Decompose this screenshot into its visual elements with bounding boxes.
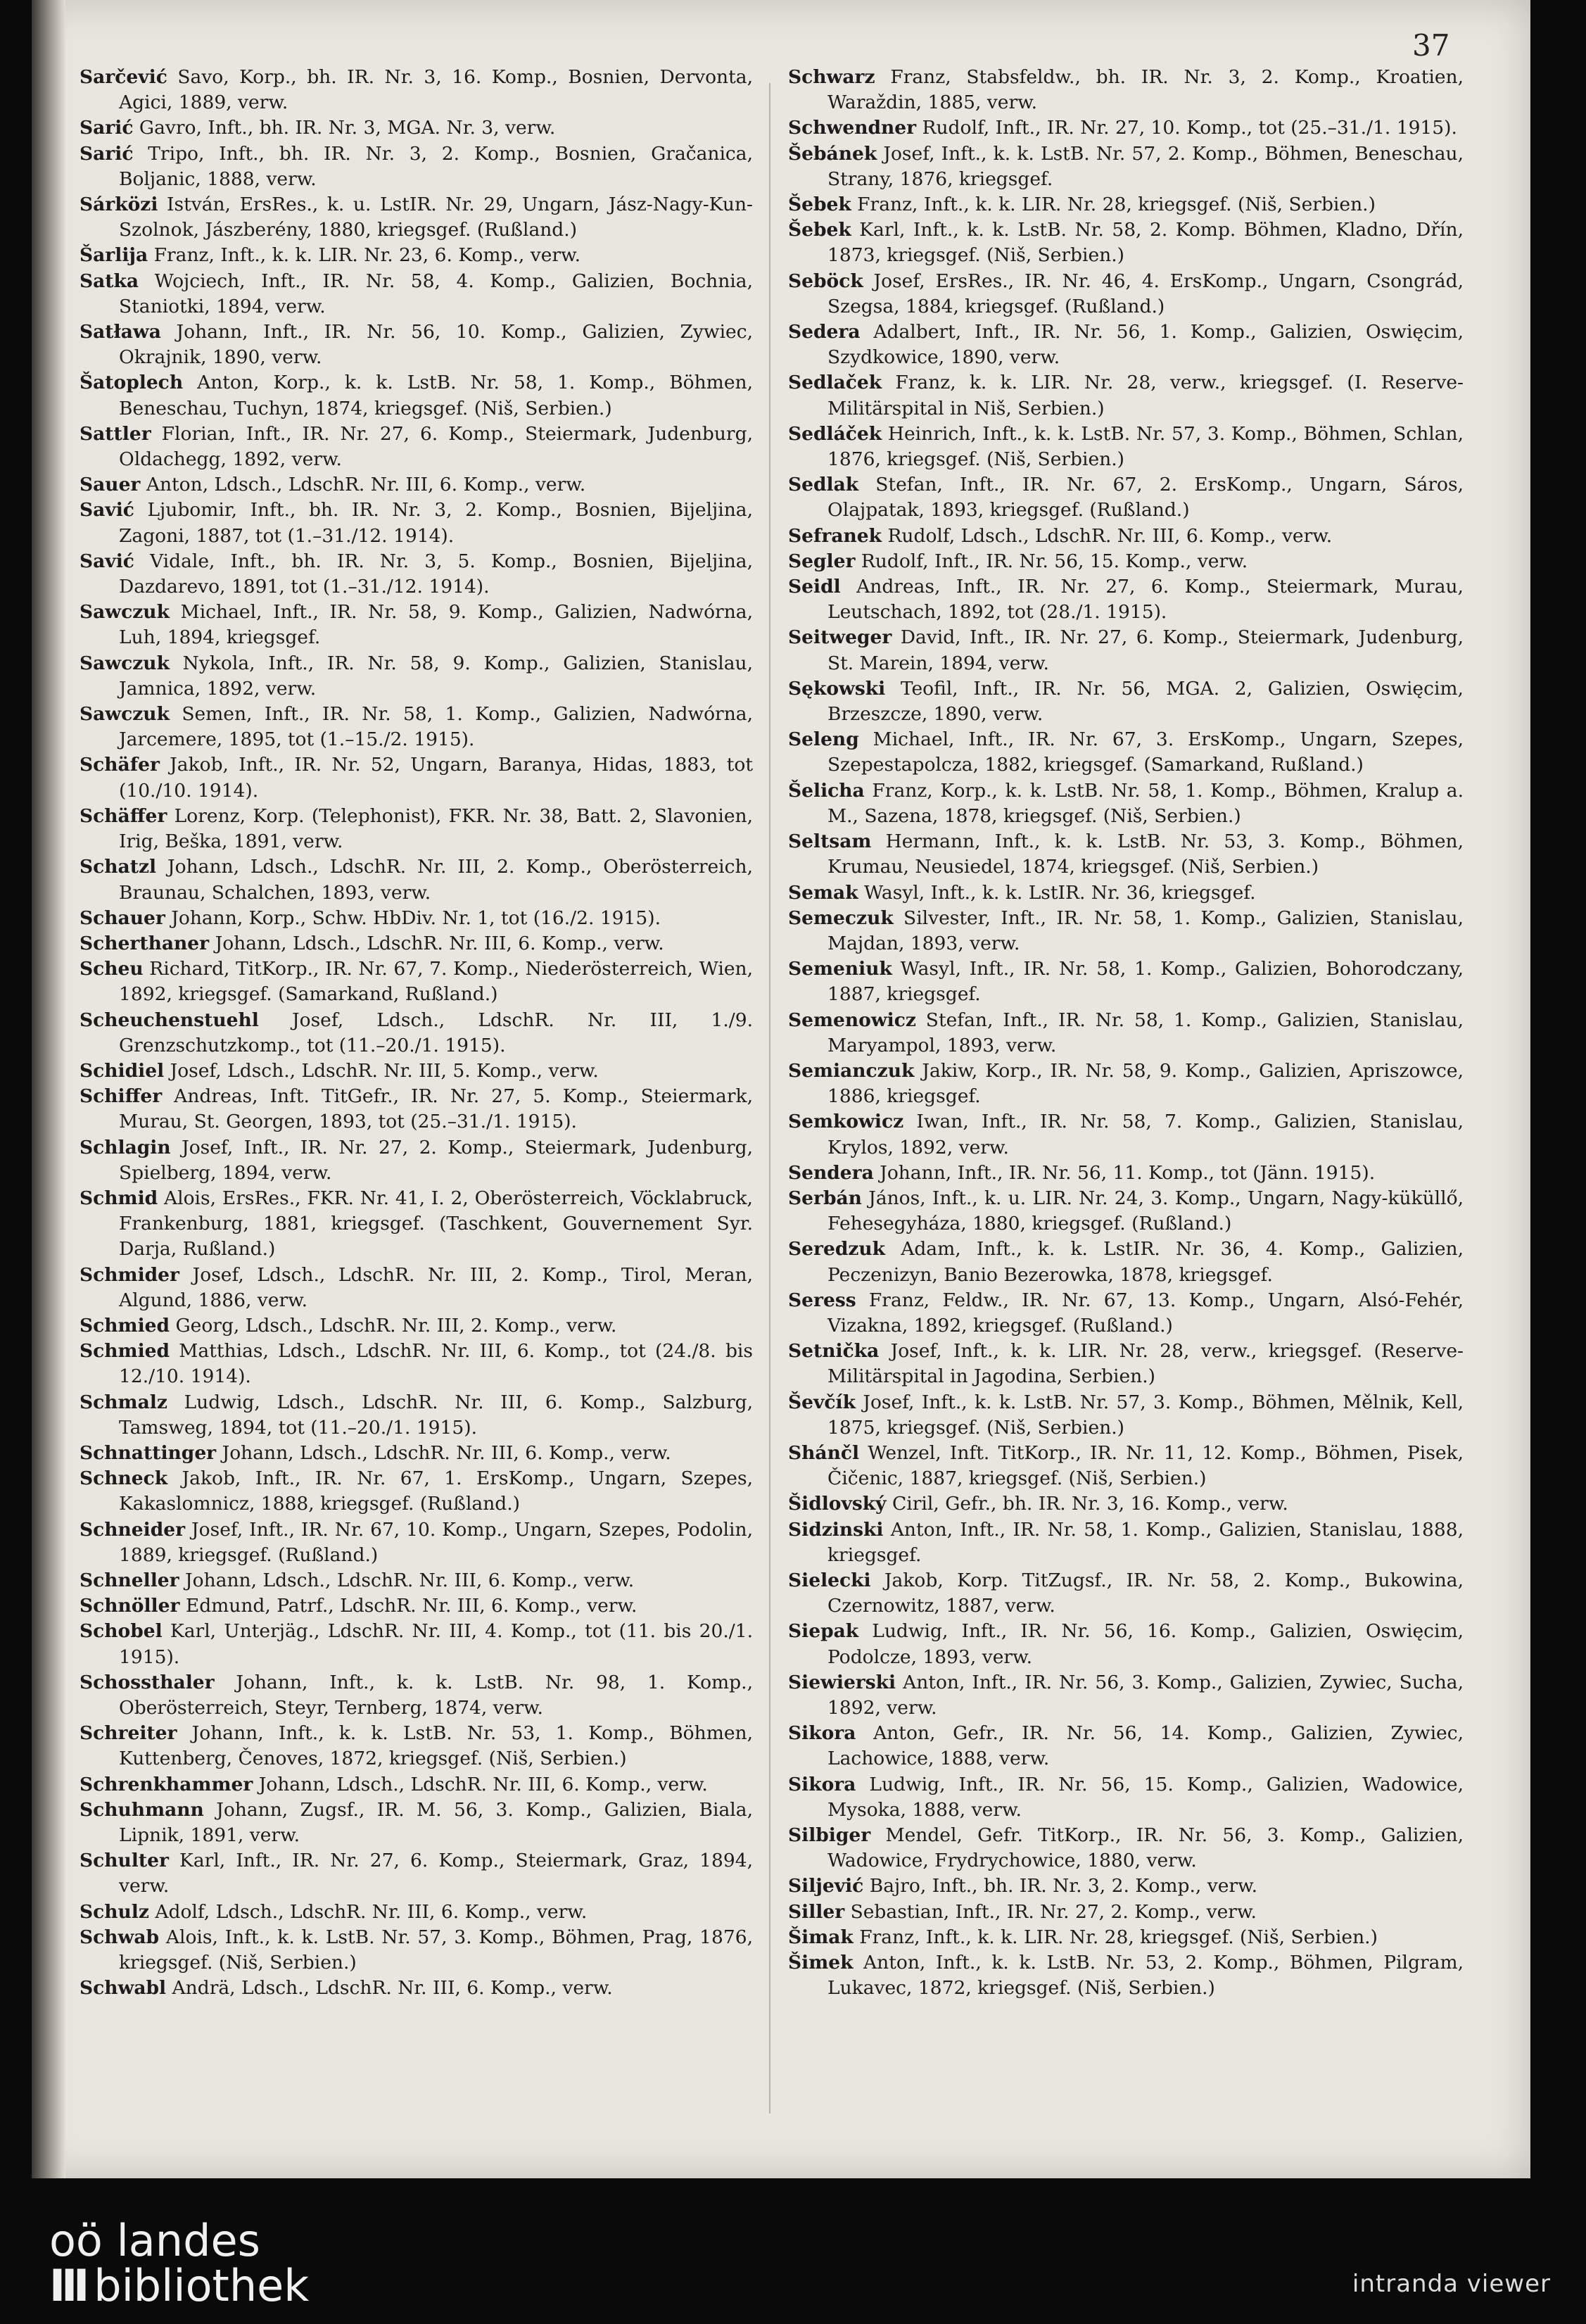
entry-details: Wenzel, Inft. TitKorp., IR. Nr. 11, 12. Komp., Böhmen, Pisek, Čičenic, 1887, kriegsgef. (Niš, Serbien.) bbox=[827, 1441, 1464, 1490]
entry-surname: Schnattinger bbox=[80, 1441, 217, 1464]
entry-surname: Semkowicz bbox=[788, 1111, 904, 1133]
entry-surname: Schwab bbox=[80, 1926, 160, 1948]
register-entry bbox=[80, 1263, 753, 1313]
entry-details: Edmund, Patrf., LdschR. Nr. III, 6. Komp., verw. bbox=[179, 1595, 637, 1617]
register-entry bbox=[80, 192, 753, 243]
register-entry bbox=[788, 192, 1464, 217]
entry-surname: Sikora bbox=[788, 1773, 856, 1795]
register-entry bbox=[788, 1568, 1464, 1619]
entry-surname: Sarić bbox=[80, 142, 134, 165]
entry-details: Josef, Inft., k. k. LIR. Nr. 28, verw., kriegsgef. (Reserve-Militärspital in Jagodina, Serbien.) bbox=[827, 1340, 1464, 1388]
entry-surname: Savić bbox=[80, 499, 134, 522]
entry-surname: Semak bbox=[788, 881, 858, 904]
register-entry bbox=[788, 956, 1464, 1007]
entry-details: Anton, Inft., IR. Nr. 56, 3. Komp., Galizien, Zywiec, Sucha, 1892, verw. bbox=[827, 1671, 1464, 1719]
register-entry bbox=[788, 1161, 1464, 1186]
entry-surname: Schulz bbox=[80, 1900, 149, 1923]
entry-details: Anton, Korp., k. k. LstB. Nr. 58, 1. Komp., Böhmen, Beneschau, Tuchyn, 1874, kriegsgef. (Niš, Serbien.) bbox=[119, 372, 753, 419]
entry-details: Adalbert, Inft., IR. Nr. 56, 1. Komp., Galizien, Oswięcim, Szydkowice, 1890, verw. bbox=[827, 321, 1464, 369]
register-entry bbox=[80, 269, 753, 320]
register-entry bbox=[80, 1466, 753, 1517]
entry-surname: Schmied bbox=[80, 1340, 170, 1363]
entry-details: David, Inft., IR. Nr. 27, 6. Komp., Steiermark, Judenburg, St. Marein, 1894, verw. bbox=[827, 626, 1464, 674]
entry-details: Matthias, Ldsch., LdschR. Nr. III, 6. Komp., tot (24./8. bis 12./10. 1914). bbox=[119, 1340, 753, 1388]
entry-surname: Schwarz bbox=[788, 66, 875, 88]
entry-surname: Šimek bbox=[788, 1952, 854, 1974]
page-number: 37 bbox=[1412, 28, 1450, 63]
register-entry bbox=[80, 115, 753, 141]
entry-surname: Schidiel bbox=[80, 1059, 165, 1082]
entry-details: Johann, Korp., Schw. HbDiv. Nr. 1, tot (16./2. 1915). bbox=[165, 907, 661, 929]
entry-details: Jakob, Korp. TitZugsf., IR. Nr. 58, 2. Komp., Bukowina, Czernowitz, 1887, verw. bbox=[827, 1569, 1464, 1617]
register-entry bbox=[788, 472, 1464, 523]
entry-surname: Satka bbox=[80, 270, 139, 292]
entry-surname: Sielecki bbox=[788, 1569, 871, 1591]
register-entry bbox=[80, 906, 753, 931]
entry-details: Michael, Inft., IR. Nr. 58, 9. Komp., Galizien, Nadwórna, Luh, 1894, kriegsgef. bbox=[119, 601, 753, 649]
entry-surname: Siewierski bbox=[788, 1671, 896, 1693]
entry-details: Vidale, Inft., bh. IR. Nr. 3, 5. Komp., Bosnien, Bijeljina, Dazdarevo, 1891, tot (1.–31./12. 1914). bbox=[119, 550, 753, 598]
entry-surname: Serbán bbox=[788, 1187, 862, 1209]
logo-text-line2: bibliothek bbox=[94, 2260, 310, 2311]
register-entry bbox=[788, 1670, 1464, 1721]
entry-surname: Schobel bbox=[80, 1620, 163, 1643]
entry-details: Silvester, Inft., IR. Nr. 58, 1. Komp., Galizien, Stanislau, Majdan, 1893, verw. bbox=[827, 907, 1464, 954]
entry-surname: Sedláček bbox=[788, 422, 882, 445]
register-entry bbox=[788, 1491, 1464, 1517]
entry-surname: Semeniuk bbox=[788, 958, 892, 980]
entry-surname: Schmalz bbox=[80, 1391, 167, 1413]
entry-details: Sebastian, Inft., IR. Nr. 27, 2. Komp., verw. bbox=[844, 1900, 1257, 1923]
register-entry bbox=[80, 1441, 753, 1466]
register-entry bbox=[80, 1390, 753, 1441]
entry-details: Andreas, Inft., IR. Nr. 27, 6. Komp., Steiermark, Murau, Leutschach, 1892, tot (28./1. 1915). bbox=[827, 576, 1464, 624]
register-entry bbox=[80, 1059, 753, 1084]
scanned-page bbox=[32, 0, 1530, 2178]
register-entry bbox=[788, 1900, 1464, 1925]
viewer-brand[interactable]: intranda viewer bbox=[1352, 2270, 1551, 2298]
register-entry bbox=[80, 422, 753, 472]
register-entry bbox=[80, 1848, 753, 1899]
entry-details: Wojciech, Inft., IR. Nr. 58, 4. Komp., Galizien, Bochnia, Staniotki, 1894, verw. bbox=[119, 270, 753, 317]
register-entry bbox=[80, 1339, 753, 1389]
entry-surname: Semeczuk bbox=[788, 907, 894, 929]
entry-details: Rudolf, Inft., IR. Nr. 27, 10. Komp., tot (25.–31./1. 1915). bbox=[916, 117, 1457, 139]
entry-details: Bajro, Inft., bh. IR. Nr. 3, 2. Komp., verw. bbox=[863, 1875, 1258, 1897]
register-entry bbox=[80, 320, 753, 370]
column-divider bbox=[769, 83, 770, 2114]
register-entry bbox=[80, 956, 753, 1007]
register-entry bbox=[80, 1186, 753, 1263]
entry-surname: Sawczuk bbox=[80, 703, 170, 726]
entry-surname: Sawczuk bbox=[80, 652, 170, 674]
register-entry bbox=[80, 702, 753, 752]
entry-details: Josef, Inft., IR. Nr. 67, 10. Komp., Ungarn, Szepes, Podolin, 1889, kriegsgef. (Rußland.) bbox=[119, 1518, 753, 1566]
register-entry bbox=[788, 549, 1464, 574]
register-entry bbox=[788, 141, 1464, 192]
entry-surname: Šebánek bbox=[788, 142, 877, 165]
register-entry bbox=[80, 1135, 753, 1186]
entry-details: Johann, Ldsch., LdschR. Nr. III, 6. Komp., verw. bbox=[179, 1569, 635, 1591]
register-entry bbox=[788, 1950, 1464, 2001]
register-entry bbox=[788, 1339, 1464, 1389]
entry-surname: Sedera bbox=[788, 321, 861, 343]
entry-details: Nykola, Inft., IR. Nr. 58, 9. Komp., Galizien, Stanislau, Jamnica, 1892, verw. bbox=[119, 652, 753, 700]
entry-details: Franz, Korp., k. k. LstB. Nr. 58, 1. Komp., Böhmen, Kralup a. M., Sazena, 1878, kriegsgef. (Niš, Serbien.) bbox=[827, 779, 1464, 827]
entry-details: Johann, Ldsch., LdschR. Nr. III, 6. Komp., verw. bbox=[209, 932, 664, 954]
entry-details: Alois, ErsRes., FKR. Nr. 41, I. 2, Oberösterreich, Vöcklabruck, Frankenburg, 1881, kriegsgef. (Taschkent, Gouvernement Syr. Darja, Rußland.) bbox=[119, 1187, 753, 1261]
register-entry bbox=[80, 1008, 753, 1059]
register-entry bbox=[80, 370, 753, 421]
entry-details: Ludwig, Inft., IR. Nr. 56, 16. Komp., Galizien, Oswięcim, Podolcze, 1893, verw. bbox=[827, 1620, 1464, 1668]
register-entry bbox=[788, 524, 1464, 549]
register-entry bbox=[80, 1619, 753, 1669]
entry-details: Savo, Korp., bh. IR. Nr. 3, 16. Komp., Bosnien, Dervonta, Agici, 1889, verw. bbox=[119, 66, 753, 114]
entry-details: Josef, Inft., IR. Nr. 27, 2. Komp., Steiermark, Judenburg, Spielberg, 1894, verw. bbox=[119, 1136, 753, 1184]
entry-surname: Silbiger bbox=[788, 1824, 871, 1847]
entry-details: Florian, Inft., IR. Nr. 27, 6. Komp., Steiermark, Judenburg, Oldachegg, 1892, verw. bbox=[119, 422, 753, 471]
entry-details: Richard, TitKorp., IR. Nr. 67, 7. Komp., Niederösterreich, Wien, 1892, kriegsgef. (Samarkand, Rußland.) bbox=[119, 958, 753, 1006]
entry-surname: Sarčević bbox=[80, 66, 167, 88]
entry-surname: Schwabl bbox=[80, 1977, 167, 2000]
register-entry bbox=[788, 574, 1464, 625]
entry-surname: Seidl bbox=[788, 576, 841, 598]
register-entry bbox=[80, 931, 753, 956]
entry-surname: Schlagin bbox=[80, 1136, 171, 1158]
entry-surname: Savić bbox=[80, 550, 134, 572]
register-entry bbox=[80, 1593, 753, 1619]
entry-surname: Schäffer bbox=[80, 804, 167, 827]
entry-details: Rudolf, Ldsch., LdschR. Nr. III, 6. Komp., verw. bbox=[882, 524, 1333, 547]
register-entry bbox=[80, 1670, 753, 1721]
entry-surname: Seitweger bbox=[788, 626, 892, 649]
register-entry bbox=[80, 1084, 753, 1135]
entry-details: Josef, Inft., k. k. LstB. Nr. 57, 3. Komp., Böhmen, Mělnik, Kell, 1875, kriegsgef. (Niš, Serbien.) bbox=[827, 1391, 1464, 1439]
entry-details: Franz, Feldw., IR. Nr. 67, 13. Komp., Ungarn, Alsó-Fehér, Vizakna, 1892, kriegsgef. (Rußland.) bbox=[827, 1289, 1464, 1337]
entry-details: János, Inft., k. u. LIR. Nr. 24, 3. Komp., Ungarn, Nagy-küküllő, Fehesegyháza, 1880, kriegsgef. (Rußland.) bbox=[827, 1187, 1464, 1235]
entry-surname: Schrenkhammer bbox=[80, 1773, 253, 1795]
register-entry bbox=[80, 752, 753, 803]
logo-bars-icon: III bbox=[49, 2260, 86, 2311]
entry-surname: Schneider bbox=[80, 1518, 186, 1541]
entry-details: Franz, Stabsfeldw., bh. IR. Nr. 3, 2. Komp., Kroatien, Waraždin, 1885, verw. bbox=[827, 66, 1464, 114]
register-entry bbox=[80, 1772, 753, 1798]
entry-details: Josef, Inft., k. k. LstB. Nr. 57, 2. Komp., Böhmen, Beneschau, Strany, 1876, kriegsgef. bbox=[827, 142, 1464, 190]
entry-surname: Sauer bbox=[80, 474, 141, 496]
entry-surname: Šimak bbox=[788, 1926, 854, 1948]
register-entry bbox=[788, 1237, 1464, 1287]
entry-details: Karl, Inft., IR. Nr. 27, 6. Komp., Steiermark, Graz, 1894, verw. bbox=[119, 1850, 753, 1897]
entry-surname: Shánčl bbox=[788, 1441, 860, 1464]
entry-surname: Seltsam bbox=[788, 831, 872, 853]
entry-details: Georg, Ldsch., LdschR. Nr. III, 2. Komp., verw. bbox=[170, 1314, 617, 1337]
entry-details: Gavro, Inft., bh. IR. Nr. 3, MGA. Nr. 3, verw. bbox=[133, 117, 556, 139]
entry-details: Karl, Unterjäg., LdschR. Nr. III, 4. Komp., tot (11. bis 20./1. 1915). bbox=[119, 1620, 753, 1668]
entry-surname: Satława bbox=[80, 321, 161, 343]
register-entry bbox=[788, 906, 1464, 956]
entry-details: Ciril, Gefr., bh. IR. Nr. 3, 16. Komp., verw. bbox=[886, 1493, 1288, 1515]
register-entry bbox=[788, 269, 1464, 320]
register-entry bbox=[80, 1517, 753, 1568]
entry-surname: Schnöller bbox=[80, 1595, 180, 1617]
entry-details: Johann, Inft., IR. Nr. 56, 10. Komp., Galizien, Zywiec, Okrajnik, 1890, verw. bbox=[119, 321, 753, 369]
library-logo[interactable] bbox=[49, 2215, 310, 2311]
entry-surname: Šelicha bbox=[788, 779, 865, 802]
entry-details: Anton, Inft., IR. Nr. 58, 1. Komp., Galizien, Stanislau, 1888, kriegsgef. bbox=[827, 1518, 1464, 1566]
entry-surname: Sawczuk bbox=[80, 601, 170, 624]
register-entry bbox=[788, 1390, 1464, 1441]
entry-surname: Semianczuk bbox=[788, 1059, 915, 1082]
entry-details: Jakob, Inft., IR. Nr. 52, Ungarn, Baranya, Hidas, 1883, tot (10./10. 1914). bbox=[119, 754, 753, 802]
entry-surname: Seleng bbox=[788, 728, 859, 751]
register-entry bbox=[788, 1874, 1464, 1899]
entry-details: Franz, Inft., k. k. LIR. Nr. 28, kriegsgef. (Niš, Serbien.) bbox=[851, 194, 1376, 216]
register-entry bbox=[80, 243, 753, 268]
register-entry bbox=[80, 549, 753, 600]
register-entry bbox=[788, 370, 1464, 421]
entry-details: Ljubomir, Inft., bh. IR. Nr. 3, 2. Komp., Bosnien, Bijeljina, Zagoni, 1887, tot (1.–31./12. 1914). bbox=[119, 499, 753, 547]
register-entry bbox=[788, 727, 1464, 778]
entry-surname: Seredzuk bbox=[788, 1238, 886, 1261]
entry-surname: Scheuchenstuehl bbox=[80, 1009, 259, 1031]
entry-details: Anton, Gefr., IR. Nr. 56, 14. Komp., Galizien, Zywiec, Lachowice, 1888, verw. bbox=[827, 1722, 1464, 1770]
register-entry bbox=[80, 854, 753, 905]
register-entry bbox=[788, 1288, 1464, 1339]
register-entry bbox=[80, 1798, 753, 1848]
entry-surname: Sefranek bbox=[788, 524, 882, 547]
left-column bbox=[80, 65, 753, 2001]
register-entry bbox=[788, 1925, 1464, 1950]
register-entry bbox=[788, 1619, 1464, 1669]
register-entry bbox=[80, 1568, 753, 1593]
register-entry bbox=[788, 1721, 1464, 1772]
entry-surname: Scherthaner bbox=[80, 932, 210, 954]
entry-details: Stefan, Inft., IR. Nr. 58, 1. Komp., Galizien, Stanislau, Maryampol, 1893, verw. bbox=[827, 1009, 1464, 1056]
entry-details: Wasyl, Inft., IR. Nr. 58, 1. Komp., Galizien, Bohorodczany, 1887, kriegsgef. bbox=[827, 958, 1464, 1006]
entry-details: Andrä, Ldsch., LdschR. Nr. III, 6. Komp., verw. bbox=[166, 1977, 613, 2000]
entry-details: Franz, Inft., k. k. LIR. Nr. 28, kriegsgef. (Niš, Serbien.) bbox=[853, 1926, 1378, 1948]
register-entry bbox=[788, 1059, 1464, 1109]
entry-details: Franz, Inft., k. k. LIR. Nr. 23, 6. Komp., verw. bbox=[148, 244, 581, 267]
entry-details: Heinrich, Inft., k. k. LstB. Nr. 57, 3. Komp., Böhmen, Schlan, 1876, kriegsgef. (Niš, Serbien.) bbox=[827, 422, 1464, 471]
entry-details: Johann, Ldsch., LdschR. Nr. III, 2. Komp., Oberösterreich, Braunau, Schalchen, 1893, verw. bbox=[119, 856, 753, 904]
entry-details: Johann, Ldsch., LdschR. Nr. III, 6. Komp., verw. bbox=[253, 1773, 708, 1795]
entry-surname: Seböck bbox=[788, 270, 863, 292]
entry-surname: Schuhmann bbox=[80, 1798, 204, 1821]
entry-details: Anton, Inft., k. k. LstB. Nr. 53, 2. Komp., Böhmen, Pilgram, Lukavec, 1872, kriegsgef. (Niš, Serbien.) bbox=[827, 1952, 1464, 2000]
entry-surname: Sedlak bbox=[788, 474, 859, 496]
entry-details: Mendel, Gefr. TitKorp., IR. Nr. 56, 3. Komp., Galizien, Wadowice, Frydrychowice, 1880, verw. bbox=[827, 1824, 1464, 1872]
register-entry bbox=[788, 1772, 1464, 1823]
register-entry bbox=[788, 65, 1464, 115]
entry-surname: Schreiter bbox=[80, 1722, 177, 1745]
entry-surname: Sattler bbox=[80, 422, 151, 445]
entry-surname: Sękowski bbox=[788, 677, 886, 700]
entry-surname: Siller bbox=[788, 1900, 845, 1923]
entry-details: István, ErsRes., k. u. LstIR. Nr. 29, Ungarn, Jász-Nagy-Kun-Szolnok, Jászberény, 1880, kriegsgef. (Rußland.) bbox=[119, 194, 753, 241]
entry-surname: Sárközi bbox=[80, 194, 158, 216]
entry-details: Karl, Inft., k. k. LstB. Nr. 58, 2. Komp. Böhmen, Kladno, Dřín, 1873, kriegsgef. (Niš, Serbien.) bbox=[827, 219, 1464, 267]
entry-details: Josef, Ldsch., LdschR. Nr. III, 5. Komp., verw. bbox=[164, 1059, 599, 1082]
entry-details: Josef, Ldsch., LdschR. Nr. III, 1./9. Grenzschutzkomp., tot (11.–20./1. 1915). bbox=[119, 1009, 753, 1056]
entry-surname: Segler bbox=[788, 550, 856, 572]
entry-details: Hermann, Inft., k. k. LstB. Nr. 53, 3. Komp., Böhmen, Krumau, Neusiedel, 1874, kriegsgef. (Niš, Serbien.) bbox=[827, 831, 1464, 878]
entry-details: Johann, Inft., k. k. LstB. Nr. 98, 1. Komp., Oberösterreich, Steyr, Ternberg, 1874, verw. bbox=[119, 1671, 753, 1719]
entry-surname: Šebek bbox=[788, 194, 851, 216]
entry-surname: Sedlaček bbox=[788, 372, 882, 394]
register-entry bbox=[80, 1721, 753, 1772]
entry-details: Tripo, Inft., bh. IR. Nr. 3, 2. Komp., Bosnien, Gračanica, Boljanic, 1888, verw. bbox=[119, 142, 753, 190]
register-entry bbox=[80, 1900, 753, 1925]
entry-details: Johann, Inft., k. k. LstB. Nr. 53, 1. Komp., Böhmen, Kuttenberg, Čenoves, 1872, kriegsgef. (Niš, Serbien.) bbox=[119, 1722, 753, 1770]
register-entry bbox=[788, 1186, 1464, 1237]
register-entry bbox=[80, 472, 753, 498]
entry-details: Jakiw, Korp., IR. Nr. 58, 9. Komp., Galizien, Apriszowce, 1886, kriegsgef. bbox=[827, 1059, 1464, 1108]
entry-surname: Sendera bbox=[788, 1161, 874, 1184]
entry-details: Adolf, Ldsch., LdschR. Nr. III, 6. Komp., verw. bbox=[148, 1900, 588, 1923]
entry-surname: Šatoplech bbox=[80, 372, 184, 394]
entry-surname: Sikora bbox=[788, 1722, 856, 1745]
entry-surname: Schäfer bbox=[80, 754, 160, 776]
register-entry bbox=[80, 651, 753, 702]
entry-surname: Schossthaler bbox=[80, 1671, 215, 1693]
entry-surname: Šebek bbox=[788, 219, 851, 241]
entry-details: Josef, ErsRes., IR. Nr. 46, 4. ErsKomp., Ungarn, Csongrád, Szegsa, 1884, kriegsgef. (Rußland.) bbox=[827, 270, 1464, 317]
entry-surname: Schmider bbox=[80, 1263, 179, 1286]
register-entry bbox=[80, 141, 753, 192]
book-gutter bbox=[32, 0, 65, 2178]
entry-details: Alois, Inft., k. k. LstB. Nr. 57, 3. Komp., Böhmen, Prag, 1876, kriegsgef. (Niš, Serbien.) bbox=[119, 1926, 753, 1974]
register-entry bbox=[80, 1976, 753, 2001]
entry-surname: Schatzl bbox=[80, 856, 157, 878]
register-entry bbox=[788, 1823, 1464, 1874]
entry-surname: Schmied bbox=[80, 1314, 170, 1337]
entry-surname: Setnička bbox=[788, 1340, 880, 1363]
entry-surname: Schwendner bbox=[788, 117, 917, 139]
entry-surname: Šidlovský bbox=[788, 1493, 887, 1515]
entry-surname: Sidzinski bbox=[788, 1518, 884, 1541]
register-entry bbox=[788, 217, 1464, 268]
entry-details: Adam, Inft., k. k. LstIR. Nr. 36, 4. Komp., Galizien, Peczenizyn, Banio Bezerowka, 1878, kriegsgef. bbox=[827, 1238, 1464, 1286]
viewer-footer bbox=[0, 2217, 1586, 2324]
entry-details: Johann, Zugsf., IR. M. 56, 3. Komp., Galizien, Biala, Lipnik, 1891, verw. bbox=[119, 1798, 753, 1847]
right-column bbox=[788, 65, 1464, 2001]
entry-surname: Siepak bbox=[788, 1620, 859, 1643]
register-entry bbox=[788, 1517, 1464, 1568]
entry-details: Iwan, Inft., IR. Nr. 58, 7. Komp., Galizien, Stanislau, Krylos, 1892, verw. bbox=[827, 1111, 1464, 1158]
entry-details: Anton, Ldsch., LdschR. Nr. III, 6. Komp., verw. bbox=[140, 474, 586, 496]
entry-surname: Seress bbox=[788, 1289, 856, 1311]
register-entry bbox=[788, 1441, 1464, 1491]
entry-details: Teofil, Inft., IR. Nr. 56, MGA. 2, Galizien, Oswięcim, Brzeszcze, 1890, verw. bbox=[827, 677, 1464, 726]
entry-surname: Semenowicz bbox=[788, 1009, 916, 1031]
register-entry bbox=[788, 880, 1464, 906]
register-entry bbox=[80, 65, 753, 115]
entry-details: Lorenz, Korp. (Telephonist), FKR. Nr. 38, Batt. 2, Slavonien, Irig, Beška, 1891, verw. bbox=[119, 804, 753, 853]
entry-surname: Siljević bbox=[788, 1875, 864, 1897]
register-entry bbox=[80, 804, 753, 854]
register-entry bbox=[788, 778, 1464, 829]
entry-details: Wasyl, Inft., k. k. LstIR. Nr. 36, kriegsgef. bbox=[858, 881, 1256, 904]
register-entry bbox=[788, 422, 1464, 472]
entry-surname: Ševčík bbox=[788, 1391, 856, 1413]
register-entry bbox=[788, 1008, 1464, 1059]
entry-surname: Schneller bbox=[80, 1569, 179, 1591]
entry-details: Andreas, Inft. TitGefr., IR. Nr. 27, 5. Komp., Steiermark, Murau, St. Georgen, 1893, tot (25.–31./1. 1915). bbox=[119, 1085, 753, 1133]
entry-surname: Schneck bbox=[80, 1467, 168, 1490]
entry-details: Stefan, Inft., IR. Nr. 67, 2. ErsKomp., Ungarn, Sáros, Olajpatak, 1893, kriegsgef. (Rußland.) bbox=[827, 474, 1464, 522]
register-entry bbox=[80, 600, 753, 650]
entry-details: Semen, Inft., IR. Nr. 58, 1. Komp., Galizien, Nadwórna, Jarcemere, 1895, tot (1.–15./2. 1915). bbox=[119, 703, 753, 751]
entry-details: Josef, Ldsch., LdschR. Nr. III, 2. Komp., Tirol, Meran, Algund, 1886, verw. bbox=[119, 1263, 753, 1311]
entry-surname: Schmid bbox=[80, 1187, 158, 1209]
entry-details: Michael, Inft., IR. Nr. 67, 3. ErsKomp., Ungarn, Szepes, Szepestapolcza, 1882, kriegsgef. (Samarkand, Rußland.) bbox=[827, 728, 1464, 776]
entry-details: Johann, Ldsch., LdschR. Nr. III, 6. Komp., verw. bbox=[216, 1441, 671, 1464]
register-entry bbox=[788, 1109, 1464, 1160]
register-entry bbox=[80, 1313, 753, 1339]
entry-details: Ludwig, Ldsch., LdschR. Nr. III, 6. Komp., Salzburg, Tamsweg, 1894, tot (11.–20./1. 1915). bbox=[119, 1391, 753, 1439]
entry-details: Johann, Inft., IR. Nr. 56, 11. Komp., tot (Jänn. 1915). bbox=[873, 1161, 1376, 1184]
register-entry bbox=[788, 115, 1464, 141]
entry-details: Rudolf, Inft., IR. Nr. 56, 15. Komp., verw. bbox=[855, 550, 1248, 572]
register-entry bbox=[80, 498, 753, 548]
logo-text-line1: oö landes bbox=[49, 2215, 260, 2266]
register-entry bbox=[788, 676, 1464, 727]
register-entry bbox=[788, 625, 1464, 676]
entry-surname: Schiffer bbox=[80, 1085, 163, 1108]
entry-surname: Scheu bbox=[80, 958, 144, 980]
entry-surname: Šarlija bbox=[80, 244, 148, 267]
entry-surname: Schulter bbox=[80, 1850, 169, 1872]
entry-details: Franz, k. k. LIR. Nr. 28, verw., kriegsgef. (I. Reserve-Militärspital in Niš, Serbien.) bbox=[827, 372, 1464, 419]
entry-surname: Sarić bbox=[80, 117, 134, 139]
register-entry bbox=[788, 829, 1464, 880]
register-entry bbox=[80, 1925, 753, 1976]
entry-details: Ludwig, Inft., IR. Nr. 56, 15. Komp., Galizien, Wadowice, Mysoka, 1888, verw. bbox=[827, 1773, 1464, 1821]
entry-details: Jakob, Inft., IR. Nr. 67, 1. ErsKomp., Ungarn, Szepes, Kakaslomnicz, 1888, kriegsgef. (Rußland.) bbox=[119, 1467, 753, 1515]
entry-surname: Schauer bbox=[80, 907, 165, 929]
register-entry bbox=[788, 320, 1464, 370]
